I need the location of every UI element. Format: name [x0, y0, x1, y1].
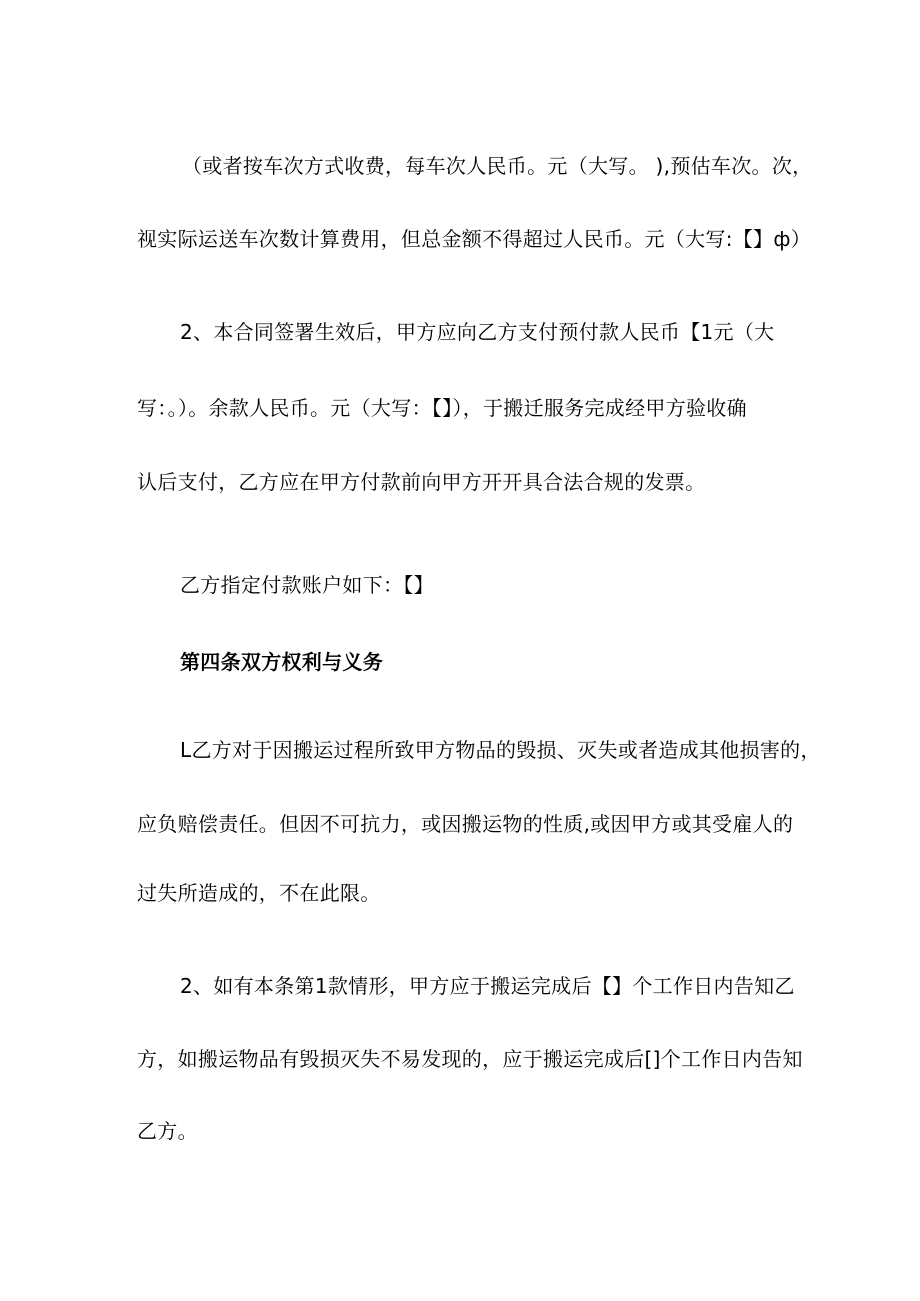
paragraph-line: 视实际运送车次数计算费用，但总金额不得超过人民币。元（大写:【】ф） [137, 227, 812, 251]
paragraph-line: 2、本合同签署生效后，甲方应向乙方支付预付款人民币【1元（大 [180, 320, 775, 344]
paragraph-line: 方，如搬运物品有毁损灭失不易发现的，应于搬运完成后[]个工作日内告知 [137, 1047, 803, 1071]
paragraph-line: （或者按车次方式收费，每车次人民币。元（大写。 ),预估车次。次， [182, 154, 813, 178]
paragraph-line: 乙方指定付款账户如下：【】 [180, 573, 434, 597]
paragraph-line: 应负赔偿责任。但因不可抗力，或因搬运物的性质,或因甲方或其受雇人的 [137, 812, 794, 836]
paragraph-line: L乙方对于因搬运过程所致甲方物品的毁损、灭失或者造成其他损害的， [180, 738, 821, 762]
paragraph-line: 写：。）。余款人民币。元（大写：【】），于搬迁服务完成经甲方验收确 [137, 396, 747, 420]
paragraph-line: 过失所造成的，不在此限。 [137, 881, 381, 905]
section-heading: 第四条双方权利与义务 [180, 650, 383, 674]
paragraph-line: 认后支付，乙方应在甲方付款前向甲方开开具合法合规的发票。 [137, 470, 706, 494]
paragraph-line: 乙方。 [137, 1119, 198, 1143]
paragraph-line: 2、如有本条第1款情形，甲方应于搬运完成后【】个工作日内告知乙 [180, 974, 795, 998]
